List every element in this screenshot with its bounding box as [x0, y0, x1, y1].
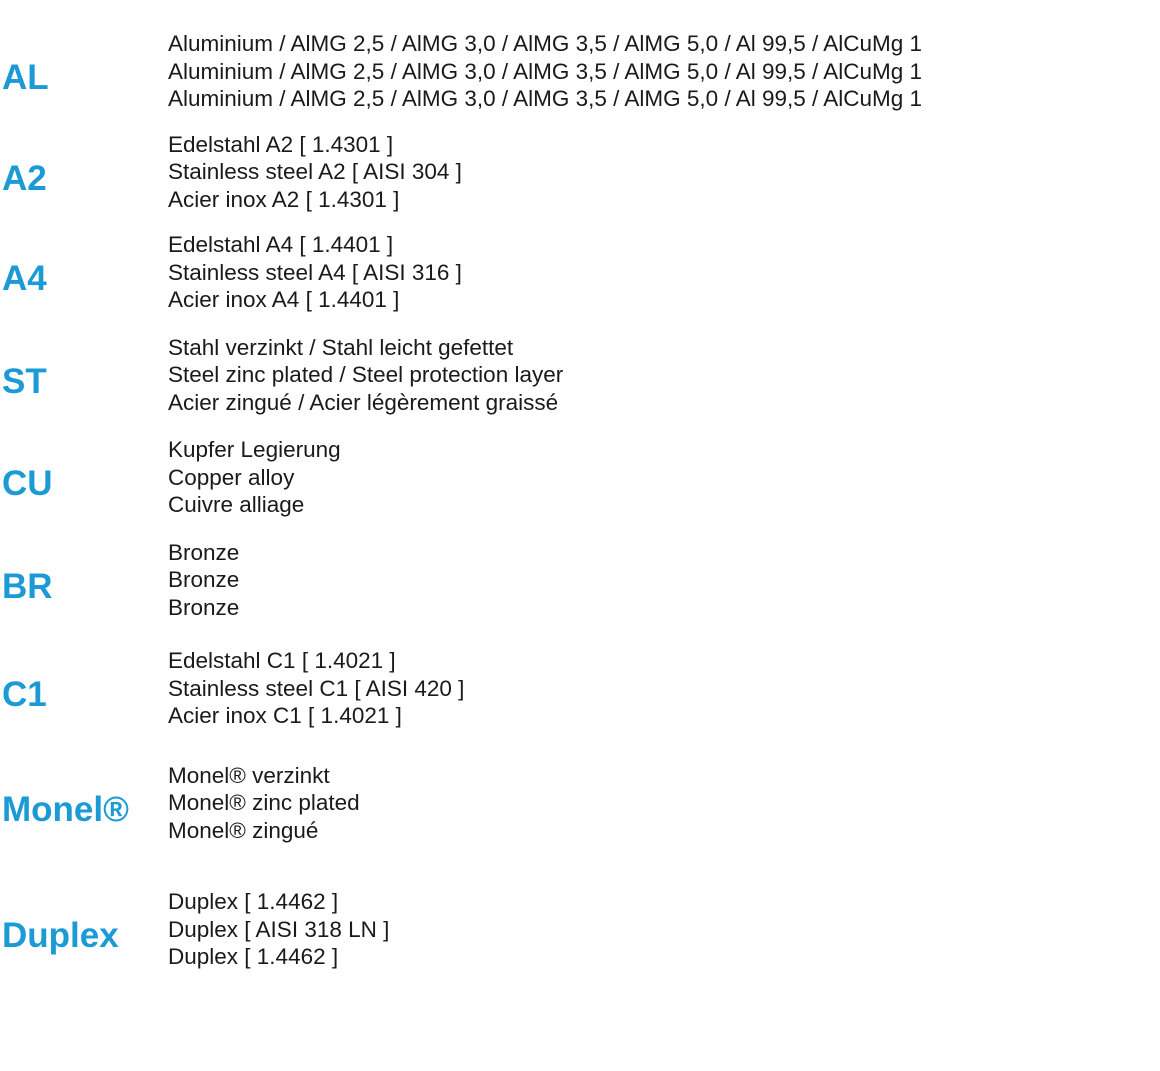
material-description-line: Steel zinc plated / Steel protection layer	[168, 362, 564, 387]
material-description-line: Edelstahl A4 [ 1.4401 ]	[168, 232, 394, 257]
material-description-line: Aluminium / AlMG 2,5 / AlMG 3,0 / AlMG 3,5 / AlMG 5,0 / Al 99,5 / AlCuMg 1	[168, 31, 923, 56]
material-row	[0, 334, 1160, 417]
material-description-line: Cuivre alliage	[168, 492, 305, 517]
material-description	[168, 131, 1160, 214]
material-row	[0, 231, 1160, 314]
material-code: Monel®	[2, 789, 129, 829]
material-code: Duplex	[2, 916, 119, 955]
material-description	[168, 888, 1160, 971]
material-description-line: Bronze	[168, 539, 240, 565]
material-description	[168, 539, 1160, 622]
material-description-line: Stahl verzinkt / Stahl leicht gefettet	[168, 334, 514, 360]
material-description	[168, 647, 1160, 730]
material-description	[168, 30, 1160, 113]
material-rows	[0, 30, 1160, 971]
material-row	[0, 131, 1160, 214]
material-description-line: Acier zingué / Acier légèrement graissé	[168, 389, 559, 415]
material-description-line: Acier inox C1 [ 1.4021 ]	[168, 703, 402, 728]
material-description-line: Stainless steel A2 [ AISI 304 ]	[168, 159, 462, 184]
material-row	[0, 888, 1160, 971]
material-description-line: Bronze	[168, 594, 240, 620]
material-description-line: Kupfer Legierung	[168, 437, 341, 462]
material-code: CU	[2, 464, 53, 503]
material-description-line: Duplex [ AISI 318 LN ]	[168, 916, 390, 942]
material-row	[0, 30, 1160, 113]
material-description-line: Monel® zingué	[168, 817, 319, 843]
material-description	[168, 436, 1160, 519]
material-description	[168, 762, 1160, 845]
material-description-line: Aluminium / AlMG 2,5 / AlMG 3,0 / AlMG 3,5 / AlMG 5,0 / Al 99,5 / AlCuMg 1	[168, 86, 923, 111]
material-description-line: Copper alloy	[168, 464, 295, 490]
material-description	[168, 231, 1160, 314]
material-code: AL	[2, 58, 49, 97]
material-description-line: Edelstahl C1 [ 1.4021 ]	[168, 648, 396, 673]
material-description-line: Acier inox A2 [ 1.4301 ]	[168, 186, 400, 212]
material-description-line: Monel® zinc plated	[168, 790, 360, 815]
material-description-line: Stainless steel A4 [ AISI 316 ]	[168, 259, 462, 285]
material-row	[0, 436, 1160, 519]
material-description-line: Aluminium / AlMG 2,5 / AlMG 3,0 / AlMG 3,5 / AlMG 5,0 / Al 99,5 / AlCuMg 1	[168, 58, 923, 84]
material-description-line: Bronze	[168, 567, 240, 592]
material-description	[168, 334, 1160, 417]
material-code: A4	[2, 259, 47, 298]
material-row	[0, 647, 1160, 730]
material-description-line: Edelstahl A2 [ 1.4301 ]	[168, 131, 394, 157]
material-description-line: Duplex [ 1.4462 ]	[168, 944, 339, 969]
material-code: C1	[2, 675, 47, 714]
material-description-line: Monel® verzinkt	[168, 762, 330, 788]
material-code: A2	[2, 158, 47, 198]
material-code: BR	[2, 566, 53, 606]
material-row	[0, 539, 1160, 622]
material-description-line: Stainless steel C1 [ AISI 420 ]	[168, 675, 465, 701]
material-description-line: Duplex [ 1.4462 ]	[168, 889, 339, 914]
material-row	[0, 762, 1160, 845]
material-description-line: Acier inox A4 [ 1.4401 ]	[168, 287, 400, 312]
material-code: ST	[2, 361, 47, 401]
